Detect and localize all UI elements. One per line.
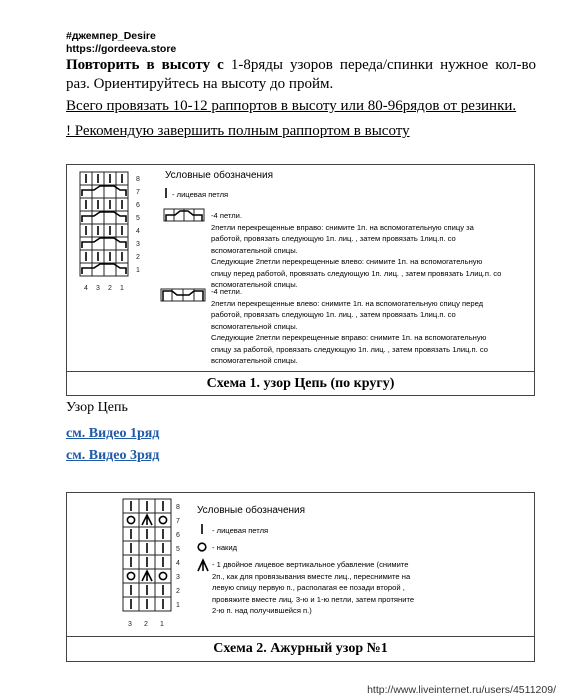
scheme1-legend-title: Условные обозначения [165, 170, 274, 181]
legend-line: 2петли перекрещенные вправо: снимите 1п. на вспомогательную спицу за [211, 222, 474, 232]
scheme2-row-number: 8 [176, 504, 180, 511]
cross-left-icon [160, 288, 206, 302]
scheme2-row-number: 5 [176, 546, 180, 553]
legend-line: работой, провязать следующую 1п. лиц. , затем провязать 1лиц.п. со [211, 310, 456, 319]
scheme1-row-number: 5 [136, 215, 140, 222]
intro-total: Всего провязать 10-12 раппортов в высоту или 80-96рядов от резинки. [66, 98, 517, 114]
scheme2-row-number: 4 [176, 560, 180, 567]
watermark-url: http://www.liveinternet.ru/users/4511209/ [367, 684, 556, 696]
scheme1-knit-label: - лицевая петля [172, 190, 229, 199]
legend-line: провяжите вместе лиц. 3-ю и 1-ю петли, затем протяните [212, 594, 415, 604]
hashtag-text: #джемпер_Desire [66, 30, 156, 42]
legend-line: - 1 двойное лицевое вертикальное убавление (снимите [212, 560, 409, 569]
scheme2-row-number: 2 [176, 588, 180, 595]
scheme2-row-number: 6 [176, 532, 180, 539]
scheme1-col-number: 3 [96, 285, 100, 292]
legend-line: 2п., как для провязывания вместе лиц., переснимите на [212, 571, 411, 581]
pattern-label: Узор Цепь [66, 400, 128, 415]
legend-line: -4 петли. [211, 287, 243, 296]
scheme1-caption: Схема 1. узор Цепь (по кругу) [66, 371, 535, 396]
legend-line: вспомогательной спицы. [211, 245, 298, 255]
scheme2-row-number: 7 [176, 518, 180, 525]
scheme1-row-number: 6 [136, 202, 140, 209]
scheme1-row-number: 1 [136, 267, 140, 274]
scheme2-col-number: 3 [128, 621, 132, 628]
yarn-over-icon [197, 541, 209, 553]
scheme2-knit-label: - лицевая петля [212, 526, 269, 535]
scheme2-col-number: 1 [160, 621, 164, 628]
scheme2-decrease-text [212, 559, 414, 617]
scheme2-row-number: 3 [176, 574, 180, 581]
scheme1-col-number: 2 [108, 285, 112, 292]
scheme2-yo-label: - накид [212, 543, 238, 552]
intro-bold: Повторить в высоту с [66, 57, 224, 73]
scheme2-chart [118, 497, 190, 633]
scheme2-legend-title: Условные обозначения [197, 505, 306, 516]
scheme1-row-number: 4 [136, 228, 140, 235]
legend-line: 2петли перекрещенные влево: снимите 1п. на вспомогательную спицу перед [211, 298, 484, 308]
knit-stitch-icon [198, 523, 208, 535]
legend-line: спицу за работой, провязать следующую 1п. лиц. , затем провязать 1лиц.п. со [211, 344, 488, 354]
intro-rest: 1-8ряды узоров переда/спинки нужное кол-во раз. Ориентируйтесь на высоту до пройм. [66, 57, 537, 92]
legend-line: вспомогательной спицы. [211, 321, 298, 331]
video-3-link[interactable]: см. Видео 3ряд [66, 448, 160, 463]
legend-line: Следующие 2петли перекрещенные вправо: снимите 1п. на вспомогательную [211, 333, 487, 342]
scheme1-col-number: 1 [120, 285, 124, 292]
scheme1-col-number: 4 [84, 285, 88, 292]
legend-line: спицу перед работой, провязать следующую 1п. лиц. , затем провязать 1лиц.п. со [211, 268, 502, 278]
scheme1-chart [74, 170, 150, 298]
scheme2-caption: Схема 2. Ажурный узор №1 [66, 636, 535, 662]
video-1-link[interactable]: см. Видео 1ряд [66, 426, 160, 441]
scheme1-row-number: 8 [136, 176, 140, 183]
scheme2-col-number: 2 [144, 621, 148, 628]
scheme1-cross-right-text [211, 210, 501, 291]
scheme1-cross-left-text [211, 286, 488, 367]
scheme2-row-number: 1 [176, 602, 180, 609]
legend-line: левую спицу первую п., располагая ее позади второй , [212, 583, 405, 592]
legend-line: вспомогательной спицы. [211, 356, 298, 365]
legend-line: 2-ю п. над получившейся п.) [212, 606, 312, 615]
legend-line: Следующие 2петли перекрещенные влево: снимите 1п. на вспомогательную [211, 257, 483, 266]
scheme1-row-number: 7 [136, 189, 140, 196]
legend-line: -4 петли. [211, 211, 243, 220]
double-decrease-icon [196, 558, 210, 572]
legend-line: вспомогательной спицы. [211, 280, 298, 289]
scheme1-row-number: 2 [136, 254, 140, 261]
intro-recommend: ! Рекомендую завершить полным раппортом в высоту [66, 123, 410, 139]
knit-stitch-icon [162, 187, 172, 199]
scheme1-row-number: 3 [136, 241, 140, 248]
cross-right-icon [163, 208, 205, 222]
intro-paragraph [66, 56, 536, 94]
legend-line: работой, провязать следующую 1п. лиц. , затем провязать 1лиц.п. со [211, 234, 456, 243]
site-link[interactable]: https://gordeeva.store [66, 43, 177, 55]
